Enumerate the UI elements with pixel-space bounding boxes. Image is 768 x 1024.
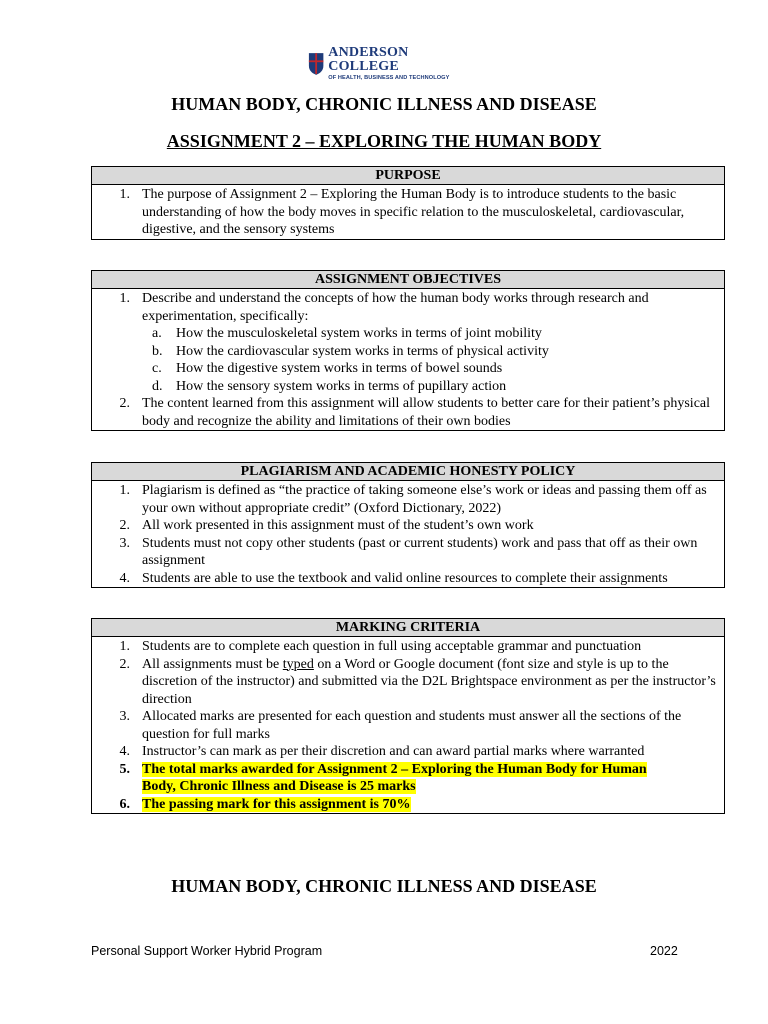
document-title: HUMAN BODY, CHRONIC ILLNESS AND DISEASE	[171, 94, 597, 114]
plagiarism-section	[91, 462, 725, 588]
list-item: 4. Instructor’s can mark as per their discretion and can award partial marks where warranted	[119, 744, 645, 759]
sub-list-item: b. How the cardiovascular system works in terms of physical activity	[152, 343, 549, 359]
list-item: 2. All work presented in this assignment must of the student’s own work	[119, 518, 534, 533]
shield-icon	[308, 51, 324, 77]
sub-list-item: c. How the digestive system works in terms of bowel sounds	[152, 361, 503, 376]
objectives-section	[91, 270, 725, 431]
sub-list-item: a. How the musculoskeletal system works in terms of joint mobility	[152, 326, 542, 341]
list-item: 1. Plagiarism is defined as “the practice of taking someone else’s work or ideas and passing them off as your own without appropriate credit” (Oxford Dictionary, 2022)	[119, 483, 707, 516]
purpose-heading: PURPOSE	[92, 167, 724, 185]
list-item: 2. All assignments must be typed on a Word or Google document (font size and style is up to the discretion of the instructor) and submitted via the D2L Brightspace environment as per the instructor’s direction	[119, 656, 716, 707]
highlighted-list-item: 5. The total marks awarded for Assignment 2 – Exploring the Human Body for Human Body, Chronic Illness and Disease is 25 marks	[119, 761, 647, 794]
logo-subtitle: OF HEALTH, BUSINESS AND TECHNOLOGY	[328, 75, 450, 82]
assignment-title: ASSIGNMENT 2 – EXPLORING THE HUMAN BODY	[166, 131, 602, 151]
marking-heading: MARKING CRITERIA	[92, 619, 724, 637]
footer-program: Personal Support Worker Hybrid Program	[91, 944, 323, 958]
list-item: 1. Students are to complete each question in full using acceptable grammar and punctuation	[119, 639, 642, 654]
underlined-word: typed	[282, 656, 314, 672]
list-item: 3. Allocated marks are presented for each question and students must answer all the sections of the question for full marks	[119, 709, 682, 742]
purpose-section	[91, 166, 725, 240]
highlighted-list-item: 6. The passing mark for this assignment is 70%	[119, 796, 411, 812]
list-item: 4. Students are able to use the textbook and valid online resources to complete their assignments	[119, 570, 668, 586]
list-item: 3. Students must not copy other students (past or current students) work and pass that off as their own assignment	[119, 535, 698, 568]
list-item: 1. Describe and understand the concepts of how the human body works through research and experimentation, specifically:	[119, 291, 649, 324]
sub-list-item: d. How the sensory system works in terms of pupillary action	[152, 378, 507, 394]
list-item: 1. The purpose of Assignment 2 – Exploring the Human Body is to introduce students to the basic understanding of how the body moves in specific relation to the musculoskeletal, cardiovascular, digestive, and the sensory systems	[119, 187, 685, 237]
list-item: 2. The content learned from this assignment will allow students to better care for their patient’s physical body and recognize the ability and limitations of their own bodies	[119, 396, 711, 429]
college-logo	[308, 45, 468, 82]
plagiarism-heading: PLAGIARISM AND ACADEMIC HONESTY POLICY	[92, 463, 724, 481]
repeat-title: HUMAN BODY, CHRONIC ILLNESS AND DISEASE	[171, 876, 597, 896]
logo-name: ANDERSON COLLEGE	[328, 45, 409, 75]
objectives-heading: ASSIGNMENT OBJECTIVES	[92, 271, 724, 289]
marking-section	[91, 618, 725, 814]
footer-year: 2022	[650, 944, 678, 958]
